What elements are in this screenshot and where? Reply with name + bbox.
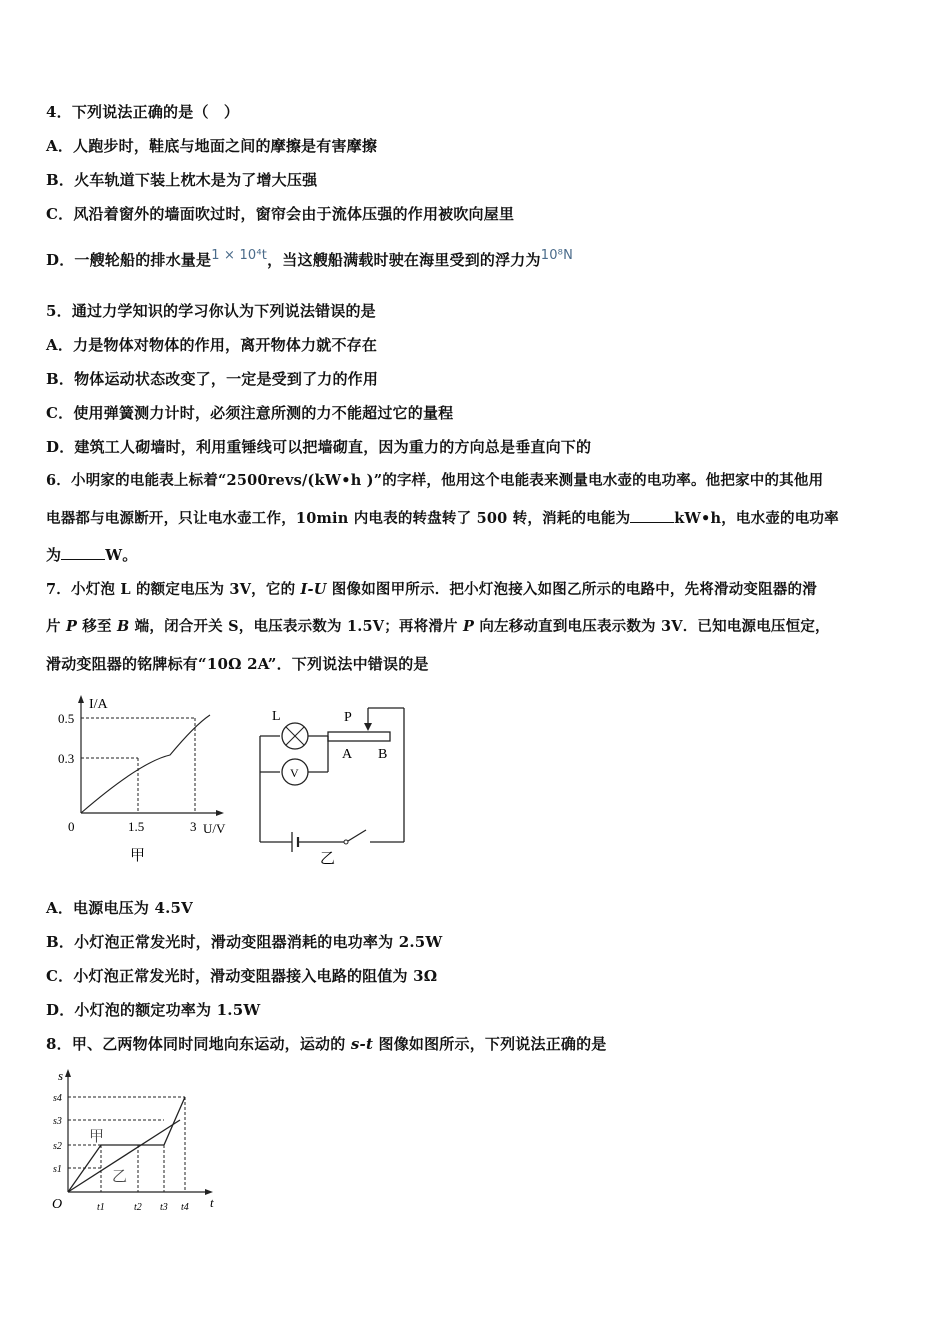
- q7-l2b: 移至: [77, 618, 117, 635]
- y-label: I/A: [89, 697, 108, 712]
- q8-st-graph: [44, 1064, 234, 1224]
- q8-st: s-t: [350, 1035, 374, 1053]
- q4-option-b: B．火车轨道下装上枕木是为了增大压强: [46, 171, 318, 189]
- label-P: P: [344, 710, 352, 725]
- q6-line3-post: W。: [105, 546, 138, 564]
- q5-stem: 5．通过力学知识的学习你认为下列说法错误的是: [46, 302, 376, 320]
- q4-d-math-mass: 1 × 10⁴t: [211, 248, 268, 263]
- x-tick-3: 3: [190, 819, 197, 834]
- y-axis-arrow: [78, 695, 84, 703]
- q6-line2-pre: 电器都与电源断开，只让电水壶工作，10min 内电表的转盘转了 500 转，消耗的电能为: [46, 510, 631, 527]
- caption-yi: 乙: [320, 851, 336, 867]
- q6-line2-post: kW•h，电水壶的电功率: [674, 510, 839, 527]
- slider-arrow: [364, 723, 372, 731]
- y-tick-0.3: 0.3: [58, 751, 75, 766]
- q7-B: B: [116, 618, 130, 635]
- q7-line1: [46, 580, 817, 600]
- q7-iu-graph: [50, 690, 240, 870]
- caption-jia: 甲: [130, 848, 146, 864]
- q6-line2: [46, 508, 839, 529]
- q7-l1b: 图像如图甲所示．把小灯泡接入如图乙所示的电路中，先将滑动变阻器的滑: [326, 581, 817, 598]
- q4-option-a: A．人跑步时，鞋底与地面之间的摩擦是有害摩擦: [46, 137, 378, 155]
- x-tick-0: 0: [68, 819, 75, 834]
- switch-pivot: [344, 840, 348, 844]
- q7-option-b: B．小灯泡正常发光时，滑动变阻器消耗的电功率为 2.5W: [46, 933, 443, 951]
- y-tick-0.5: 0.5: [58, 711, 75, 726]
- q6-blank-energy: [630, 508, 674, 523]
- x-tick-t2: t2: [134, 1202, 142, 1213]
- q8-stem-b: 图像如图所示，下列说法正确的是: [373, 1035, 607, 1053]
- x-tick-t3: t3: [160, 1202, 168, 1213]
- q7-l2a: 片: [46, 618, 66, 635]
- q4-stem: 4．下列说法正确的是（ ）: [46, 103, 240, 121]
- q5-option-d: D．建筑工人砌墙时，利用重锤线可以把墙砌直，因为重力的方向总是垂直向下的: [46, 438, 592, 456]
- q6-line3: [46, 545, 137, 565]
- q7-p2: P: [462, 618, 475, 635]
- q7-l2c: 端，闭合开关 S，电压表示数为 1.5V；再将滑片: [129, 618, 463, 635]
- q7-l2d: 向左移动直到电压表示数为 3V．已知电源电压恒定，: [474, 618, 830, 635]
- q7-p: P: [65, 618, 78, 635]
- label-B: B: [378, 747, 388, 762]
- label-V: V: [290, 766, 299, 780]
- q6-line1: 6．小明家的电能表上标着“2500revs/(kW•h )”的字样，他用这个电能表来测量电水壶的电功率。他把家中的其他用: [46, 472, 824, 489]
- q4-option-d: [46, 250, 573, 272]
- q4-d-math-force: 10⁸N: [540, 248, 573, 263]
- q4-d-pre: D．一艘轮船的排水量是: [46, 251, 212, 269]
- q7-iu: I-U: [300, 581, 327, 598]
- x-label: U/V: [203, 821, 226, 836]
- q4-d-mid: ，当这艘船满载时驶在海里受到的浮力为: [267, 251, 541, 269]
- x-tick-t1: t1: [97, 1202, 105, 1213]
- q6-blank-power: [61, 545, 105, 560]
- origin-label: O: [52, 1197, 63, 1212]
- q7-option-a: A．电源电压为 4.5V: [46, 899, 193, 917]
- label-L: L: [272, 709, 281, 724]
- q7-option-c: C．小灯泡正常发光时，滑动变阻器接入电路的阻值为 3Ω: [46, 967, 438, 985]
- y-tick-s2: s2: [53, 1141, 62, 1152]
- x-label: t: [210, 1195, 214, 1210]
- y-tick-s4: s4: [53, 1093, 62, 1104]
- q7-l1a: 7．小灯泡 L 的额定电压为 3V，它的: [46, 581, 301, 598]
- x-axis-arrow: [216, 810, 224, 816]
- q7-circuit: [250, 700, 420, 870]
- switch-blade: [348, 830, 366, 841]
- x-tick-t4: t4: [181, 1202, 189, 1213]
- iu-curve: [81, 715, 210, 813]
- q6-line3-pre: 为: [46, 546, 62, 564]
- y-tick-s1: s1: [53, 1164, 62, 1175]
- q5-option-c: C．使用弹簧测力计时，必须注意所测的力不能超过它的量程: [46, 404, 454, 422]
- x-tick-1.5: 1.5: [128, 819, 145, 834]
- rheostat: [328, 732, 390, 741]
- label-yi: 乙: [112, 1169, 128, 1185]
- q5-option-a: A．力是物体对物体的作用，离开物体力就不存在: [46, 336, 378, 354]
- q4-option-c: C．风沿着窗外的墙面吹过时，窗帘会由于流体压强的作用被吹向屋里: [46, 205, 515, 223]
- q8-stem: [46, 1034, 607, 1054]
- y-label: s: [58, 1068, 64, 1083]
- y-tick-s3: s3: [53, 1116, 62, 1127]
- q7-line2: [46, 617, 830, 637]
- q8-stem-a: 8．甲、乙两物体同时同地向东运动，运动的: [46, 1035, 351, 1053]
- q7-line3: 滑动变阻器的铭牌标有“10Ω 2A”．下列说法中错误的是: [46, 655, 429, 673]
- label-jia: 甲: [89, 1129, 105, 1145]
- q5-option-b: B．物体运动状态改变了，一定是受到了力的作用: [46, 370, 379, 388]
- label-A: A: [342, 747, 353, 762]
- q7-option-d: D．小灯泡的额定功率为 1.5W: [46, 1001, 261, 1019]
